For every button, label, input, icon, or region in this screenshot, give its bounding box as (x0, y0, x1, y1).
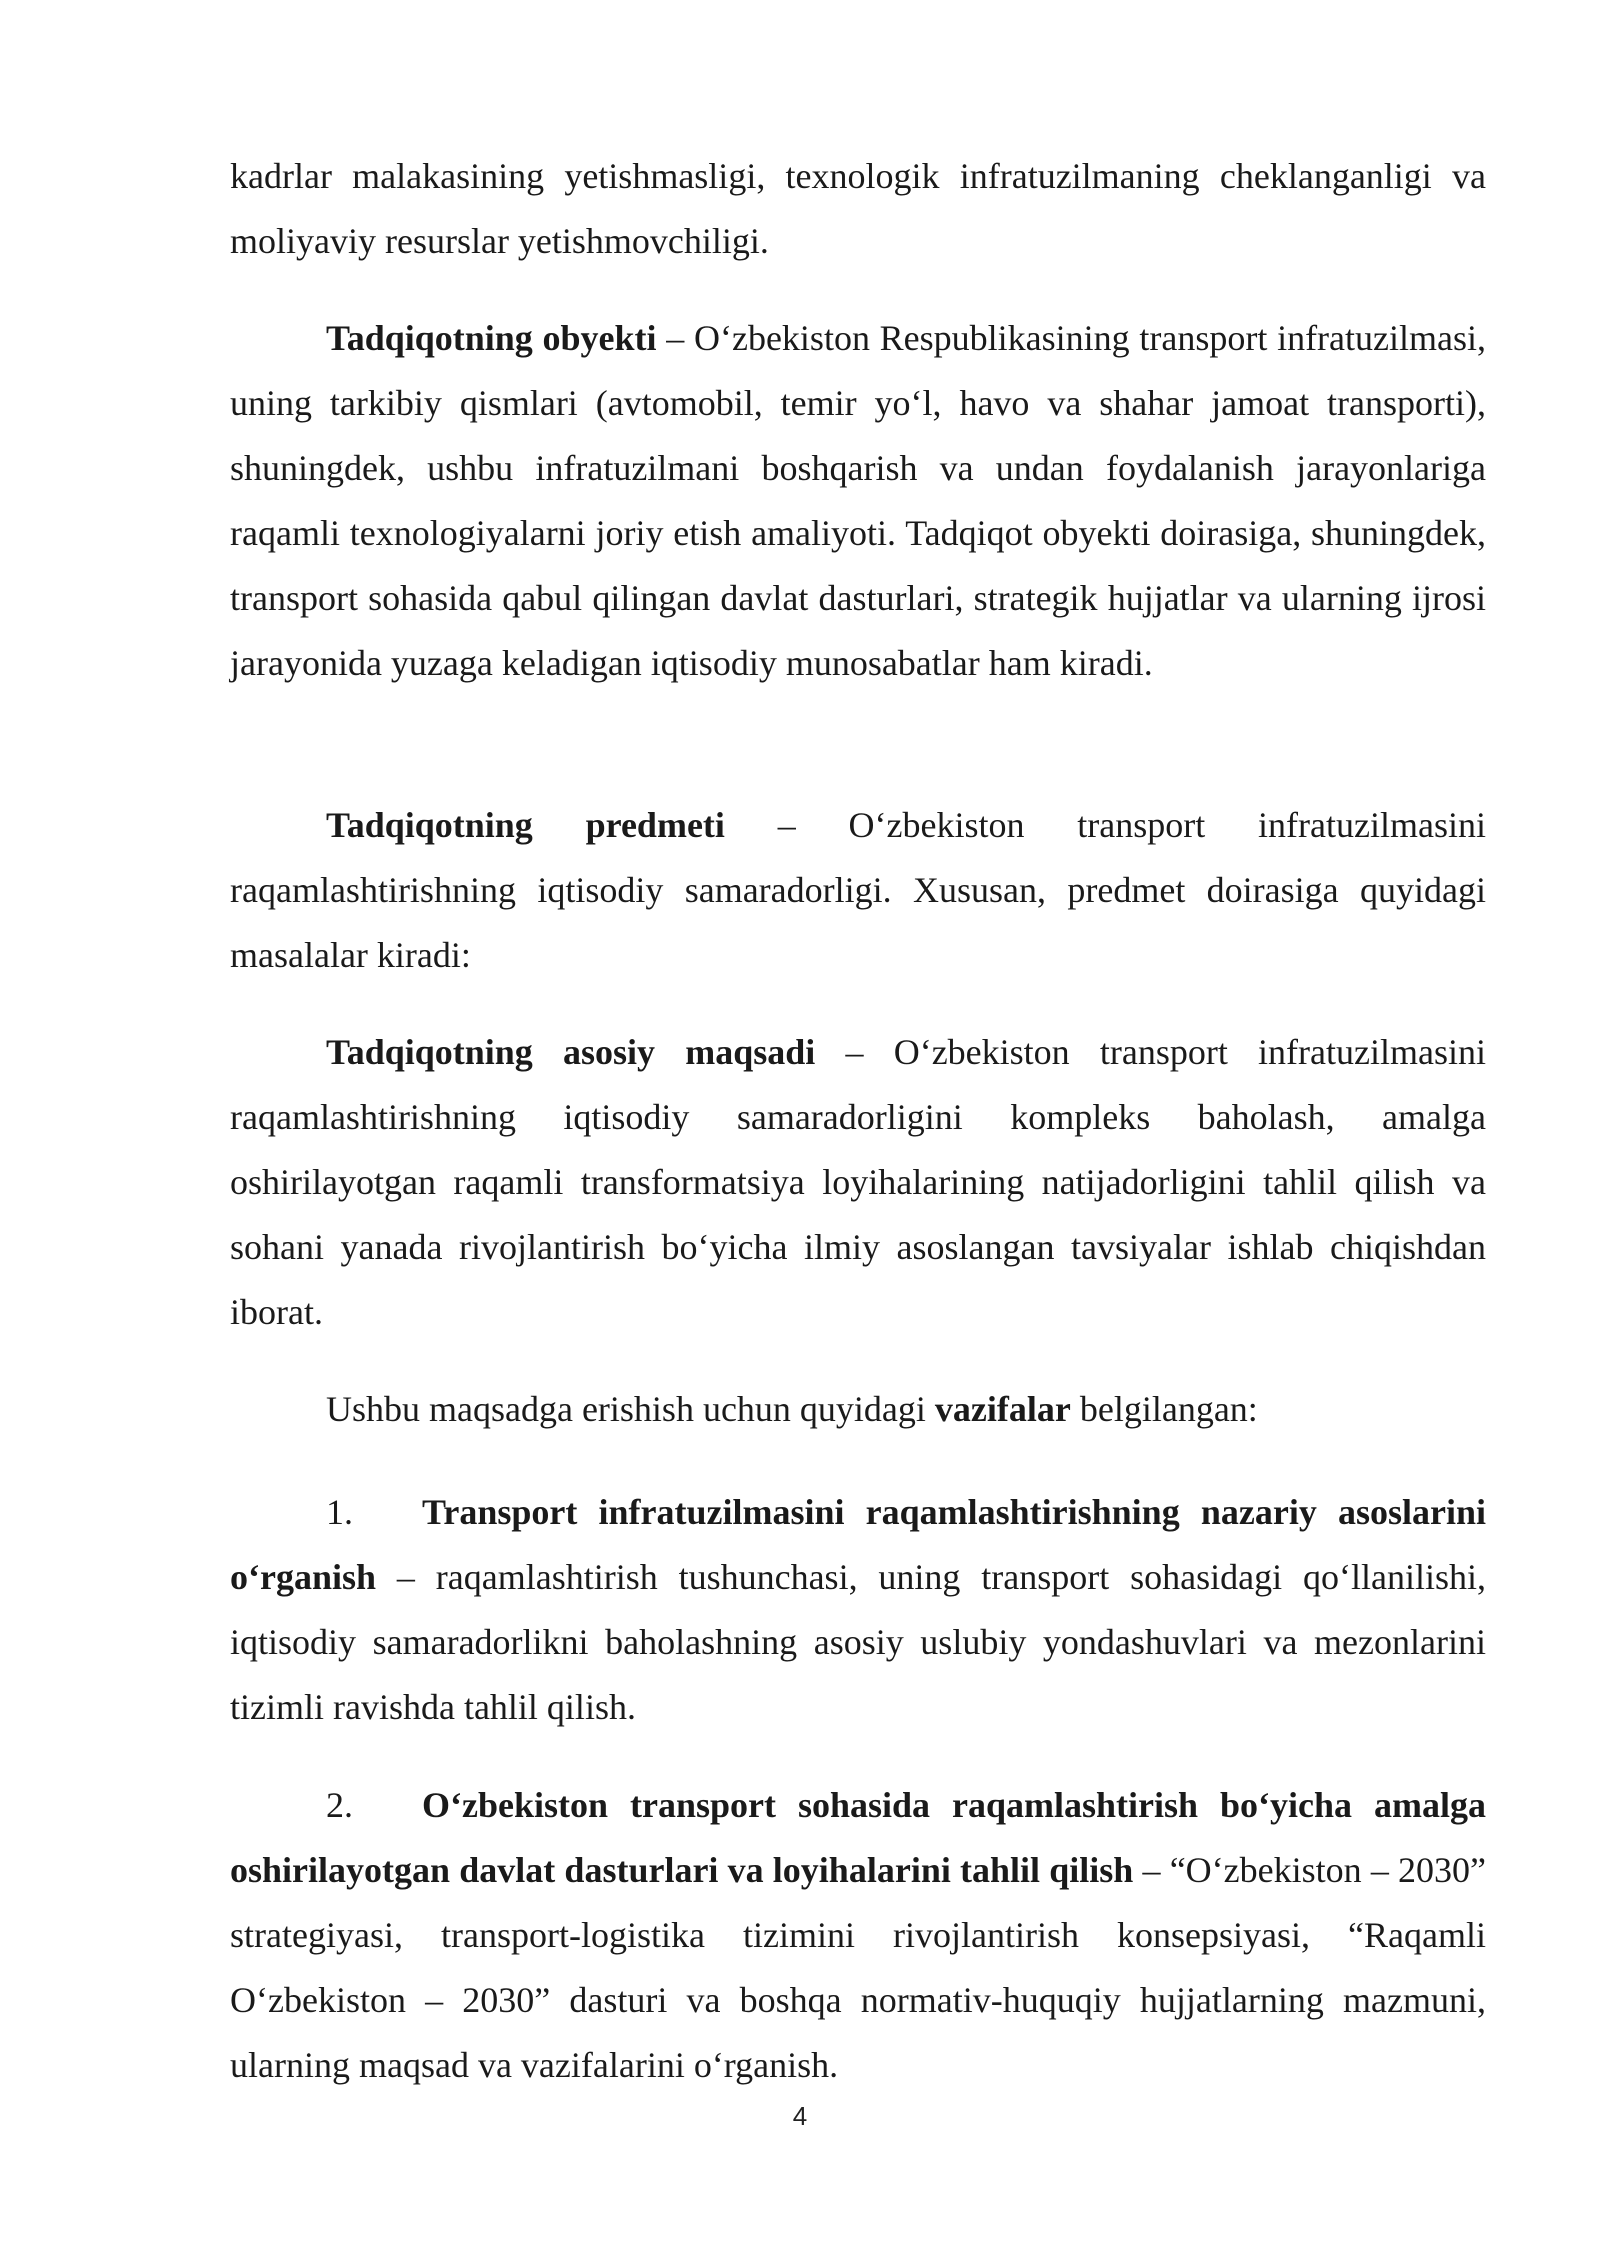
term-tasks: vazifalar (934, 1389, 1071, 1429)
task-title: O‘zbekiston transport sohasida raqamlashtirish bo‘yicha amalga oshirilayotgan davlat dasturlari va loyihalarini tahlil qilish (230, 1785, 1486, 1890)
paragraph-research-object (230, 306, 1486, 696)
paragraph-text: – O‘zbekiston Respublikasining transport infratuzilmasi, uning tarkibiy qismlari (avtomobil, temir yo‘l, havo va shahar jamoat transporti), shuningdek, ushbu infratuzilmani boshqarish va undan foydalanish jarayonlariga raqamli texnologiyalarni joriy etish amaliyoti. Tadqiqot obyekti doirasiga, shuningdek, transport sohasida qabul qilingan davlat dasturlari, strategik hujjatlar va ularning ijrosi jarayonida yuzaga keladigan iqtisodiy munosabatlar ham kiradi. (230, 318, 1486, 683)
paragraph-tasks-intro (230, 1377, 1486, 1442)
paragraph-text: – O‘zbekiston transport infratuzilmasini raqamlashtirishning iqtisodiy samaradorligini kompleks baholash, amalga oshirilayotgan raqamli transformatsiya loyihalarining natijadorligini tahlil qilish va sohani yanada rivojlantirish bo‘yicha ilmiy asoslangan tavsiyalar ishlab chiqishdan iborat. (230, 1032, 1486, 1332)
list-number: 1. (326, 1492, 353, 1532)
paragraph-text: – O‘zbekiston transport infratuzilmasini raqamlashtirishning iqtisodiy samaradorligi. Xususan, predmet doirasiga quyidagi masalalar kiradi: (230, 805, 1486, 975)
list-item-task-2 (230, 1773, 1486, 2098)
paragraph-intro-continuation (230, 144, 1486, 274)
paragraph-text: – raqamlashtirish tushunchasi, uning transport sohasidagi qo‘llanilishi, iqtisodiy samaradorlikni baholashning asosiy uslubiy yondashuvlari va mezonlarini tizimli ravishda tahlil qilish. (230, 1557, 1486, 1727)
paragraph-research-subject (230, 793, 1486, 988)
list-item-task-1 (230, 1480, 1486, 1740)
list-number: 2. (326, 1785, 353, 1825)
paragraph-text: kadrlar malakasining yetishmasligi, texnologik infratuzilmaning cheklanganligi va moliyaviy resurslar yetishmovchiligi. (230, 156, 1486, 261)
paragraph-text: belgilangan: (1070, 1389, 1258, 1429)
task-title: Transport infratuzilmasini raqamlashtirishning nazariy asoslarini o‘rganish (230, 1492, 1486, 1597)
term-research-goal: Tadqiqotning asosiy maqsadi (326, 1032, 816, 1072)
page-number: 4 (792, 2101, 808, 2131)
paragraph-text: – “O‘zbekiston – 2030” strategiyasi, transport-logistika tizimini rivojlantirish konsepsiyasi, “Raqamli O‘zbekiston – 2030” dasturi va boshqa normativ-huquqiy hujjatlarning mazmuni, ularning maqsad va vazifalarini o‘rganish. (230, 1850, 1486, 2085)
paragraph-research-goal (230, 1020, 1486, 1345)
term-research-subject: Tadqiqotning predmeti (326, 805, 725, 845)
paragraph-text: Ushbu maqsadga erishish uchun quyidagi (326, 1389, 935, 1429)
term-research-object: Tadqiqotning obyekti (326, 318, 657, 358)
